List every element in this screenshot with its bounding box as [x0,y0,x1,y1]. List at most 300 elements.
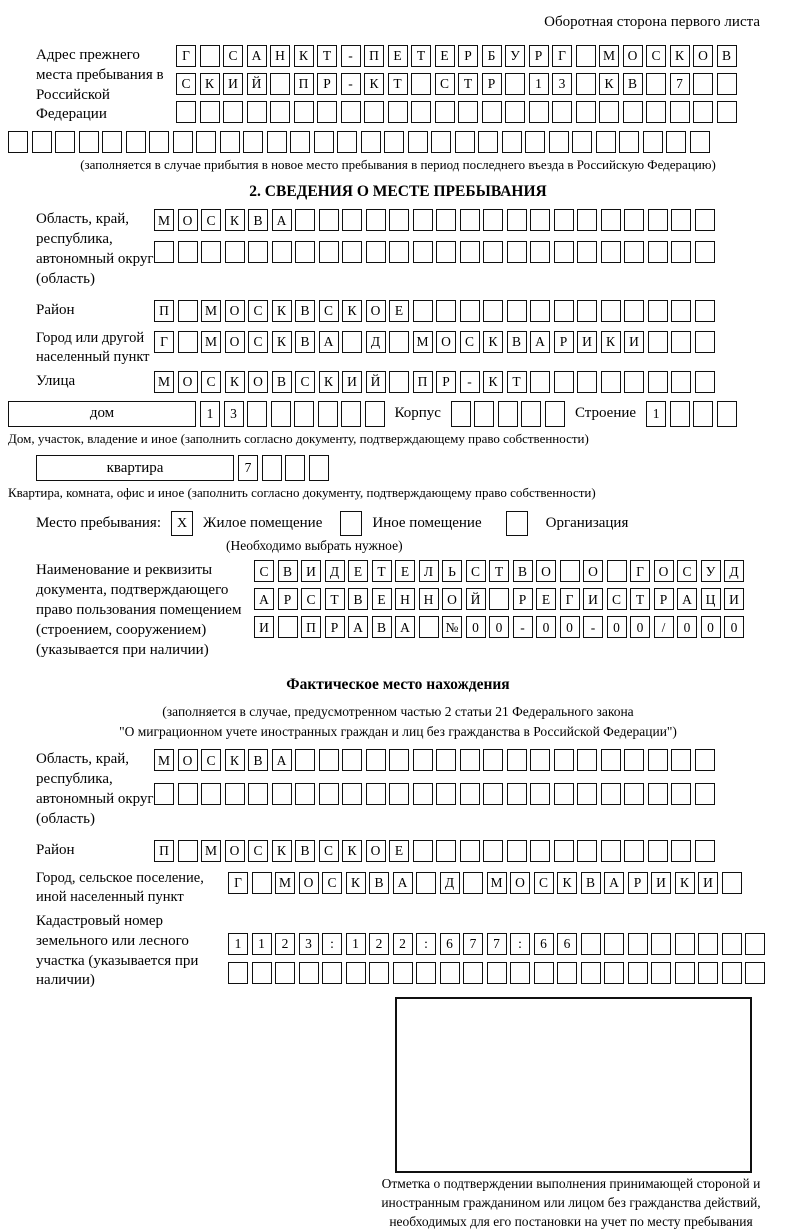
char-cell[interactable] [436,300,456,322]
char-cell[interactable]: К [225,371,245,393]
char-cell[interactable] [223,101,243,123]
char-cell[interactable]: Т [630,588,650,610]
char-cell[interactable]: Р [529,45,549,67]
char-cell[interactable] [366,209,386,231]
char-cell[interactable] [455,131,475,153]
char-cell[interactable]: 7 [238,455,258,481]
char-cell[interactable]: О [693,45,713,67]
char-cell[interactable] [745,962,765,984]
char-cell[interactable] [248,241,268,263]
factual-region-row1[interactable] [154,749,715,771]
char-cell[interactable]: А [393,872,413,894]
char-cell[interactable] [576,45,596,67]
char-cell[interactable] [389,241,409,263]
char-cell[interactable]: С [248,331,268,353]
char-cell[interactable] [554,241,574,263]
char-cell[interactable] [599,101,619,123]
char-cell[interactable] [102,131,122,153]
char-cell[interactable] [225,241,245,263]
char-cell[interactable] [671,749,691,771]
char-cell[interactable] [671,241,691,263]
char-cell[interactable] [619,131,639,153]
char-cell[interactable] [460,749,480,771]
prev-address-row3[interactable] [176,101,737,123]
char-cell[interactable]: 6 [440,933,460,955]
char-cell[interactable] [549,131,569,153]
char-cell[interactable] [675,962,695,984]
char-cell[interactable] [364,101,384,123]
char-cell[interactable] [624,209,644,231]
char-cell[interactable]: И [301,560,321,582]
char-cell[interactable] [601,371,621,393]
char-cell[interactable] [577,241,597,263]
char-cell[interactable] [341,401,361,427]
char-cell[interactable] [671,209,691,231]
char-cell[interactable]: Г [176,45,196,67]
house-type-box[interactable]: дом [8,401,196,427]
char-cell[interactable] [482,101,502,123]
char-cell[interactable]: Р [554,331,574,353]
char-cell[interactable]: Н [395,588,415,610]
char-cell[interactable] [361,131,381,153]
char-cell[interactable] [601,783,621,805]
char-cell[interactable]: - [460,371,480,393]
char-cell[interactable] [178,783,198,805]
char-cell[interactable]: С [248,840,268,862]
char-cell[interactable]: К [342,300,362,322]
char-cell[interactable]: Е [388,45,408,67]
char-cell[interactable] [695,783,715,805]
char-cell[interactable]: О [178,749,198,771]
char-cell[interactable] [534,962,554,984]
char-cell[interactable]: О [366,300,386,322]
char-cell[interactable]: К [670,45,690,67]
char-cell[interactable] [178,241,198,263]
char-cell[interactable] [267,131,287,153]
char-cell[interactable] [79,131,99,153]
char-cell[interactable] [200,101,220,123]
char-cell[interactable]: О [225,300,245,322]
char-cell[interactable] [411,101,431,123]
char-cell[interactable] [460,300,480,322]
char-cell[interactable] [295,783,315,805]
char-cell[interactable]: 0 [677,616,697,638]
char-cell[interactable]: М [154,749,174,771]
char-cell[interactable] [601,209,621,231]
char-cell[interactable]: С [435,73,455,95]
char-cell[interactable]: 0 [466,616,486,638]
char-cell[interactable]: М [275,872,295,894]
char-cell[interactable]: И [724,588,744,610]
char-cell[interactable] [525,131,545,153]
char-cell[interactable] [416,962,436,984]
document-row1[interactable] [254,560,744,582]
char-cell[interactable]: Й [366,371,386,393]
char-cell[interactable] [393,962,413,984]
char-cell[interactable]: О [299,872,319,894]
char-cell[interactable] [342,749,362,771]
char-cell[interactable]: П [301,616,321,638]
char-cell[interactable]: К [342,840,362,862]
char-cell[interactable] [577,371,597,393]
char-cell[interactable]: 0 [536,616,556,638]
char-cell[interactable] [690,131,710,153]
char-cell[interactable] [624,783,644,805]
char-cell[interactable] [648,241,668,263]
char-cell[interactable]: Е [435,45,455,67]
char-cell[interactable] [419,616,439,638]
char-cell[interactable]: К [346,872,366,894]
char-cell[interactable]: - [513,616,533,638]
char-cell[interactable]: И [583,588,603,610]
char-cell[interactable] [693,101,713,123]
char-cell[interactable]: 1 [200,401,220,427]
char-cell[interactable] [389,331,409,353]
char-cell[interactable]: О [583,560,603,582]
char-cell[interactable]: К [364,73,384,95]
char-cell[interactable] [693,401,713,427]
char-cell[interactable] [624,840,644,862]
char-cell[interactable] [648,209,668,231]
char-cell[interactable]: С [466,560,486,582]
char-cell[interactable] [530,783,550,805]
char-cell[interactable] [671,840,691,862]
char-cell[interactable]: 6 [534,933,554,955]
factual-city-row[interactable] [228,872,742,894]
organization-checkbox[interactable] [506,511,528,536]
char-cell[interactable] [498,401,518,427]
char-cell[interactable]: О [436,331,456,353]
char-cell[interactable] [178,331,198,353]
city-row[interactable] [154,331,715,353]
char-cell[interactable] [671,783,691,805]
char-cell[interactable]: И [342,371,362,393]
char-cell[interactable]: Е [372,588,392,610]
char-cell[interactable]: Т [388,73,408,95]
char-cell[interactable] [628,962,648,984]
char-cell[interactable]: 0 [724,616,744,638]
char-cell[interactable] [581,933,601,955]
char-cell[interactable] [483,749,503,771]
char-cell[interactable]: В [507,331,527,353]
char-cell[interactable] [521,401,541,427]
char-cell[interactable]: 0 [701,616,721,638]
char-cell[interactable] [411,73,431,95]
char-cell[interactable]: 6 [557,933,577,955]
char-cell[interactable] [695,241,715,263]
char-cell[interactable] [32,131,52,153]
char-cell[interactable] [648,840,668,862]
char-cell[interactable]: Р [628,872,648,894]
char-cell[interactable] [670,101,690,123]
char-cell[interactable] [505,101,525,123]
char-cell[interactable] [262,455,282,481]
char-cell[interactable] [695,300,715,322]
char-cell[interactable] [225,783,245,805]
char-cell[interactable] [388,101,408,123]
char-cell[interactable] [366,749,386,771]
char-cell[interactable] [247,401,267,427]
char-cell[interactable]: С [201,371,221,393]
char-cell[interactable] [248,783,268,805]
char-cell[interactable]: С [201,749,221,771]
char-cell[interactable] [317,101,337,123]
char-cell[interactable]: О [536,560,556,582]
char-cell[interactable] [510,962,530,984]
char-cell[interactable]: Ц [701,588,721,610]
char-cell[interactable]: С [646,45,666,67]
char-cell[interactable] [545,401,565,427]
char-cell[interactable] [648,300,668,322]
char-cell[interactable]: И [651,872,671,894]
char-cell[interactable]: Г [630,560,650,582]
char-cell[interactable] [384,131,404,153]
char-cell[interactable] [507,241,527,263]
char-cell[interactable]: С [677,560,697,582]
char-cell[interactable]: Р [325,616,345,638]
prev-address-row2[interactable] [176,73,737,95]
char-cell[interactable]: В [513,560,533,582]
char-cell[interactable] [624,749,644,771]
char-cell[interactable]: К [294,45,314,67]
char-cell[interactable] [176,101,196,123]
factual-district-row[interactable] [154,840,715,862]
char-cell[interactable]: С [534,872,554,894]
char-cell[interactable]: К [200,73,220,95]
char-cell[interactable] [554,783,574,805]
char-cell[interactable] [717,73,737,95]
char-cell[interactable]: К [225,209,245,231]
char-cell[interactable] [581,962,601,984]
residential-checkbox[interactable]: X [171,511,193,536]
char-cell[interactable] [389,783,409,805]
char-cell[interactable]: В [272,371,292,393]
char-cell[interactable] [572,131,592,153]
char-cell[interactable] [275,962,295,984]
char-cell[interactable] [601,749,621,771]
char-cell[interactable] [646,73,666,95]
char-cell[interactable]: С [460,331,480,353]
char-cell[interactable]: У [701,560,721,582]
char-cell[interactable] [698,962,718,984]
char-cell[interactable]: Л [419,560,439,582]
char-cell[interactable]: О [225,840,245,862]
char-cell[interactable] [695,749,715,771]
char-cell[interactable]: К [557,872,577,894]
char-cell[interactable]: Е [536,588,556,610]
char-cell[interactable] [252,962,272,984]
char-cell[interactable]: И [223,73,243,95]
char-cell[interactable]: А [272,209,292,231]
char-cell[interactable]: К [483,371,503,393]
char-cell[interactable] [577,300,597,322]
char-cell[interactable]: 0 [630,616,650,638]
char-cell[interactable]: К [272,840,292,862]
char-cell[interactable] [483,300,503,322]
char-cell[interactable]: С [319,840,339,862]
char-cell[interactable]: С [295,371,315,393]
char-cell[interactable] [502,131,522,153]
char-cell[interactable]: С [201,209,221,231]
char-cell[interactable]: А [530,331,550,353]
char-cell[interactable]: К [599,73,619,95]
char-cell[interactable]: А [395,616,415,638]
char-cell[interactable]: О [366,840,386,862]
char-cell[interactable] [577,783,597,805]
char-cell[interactable] [309,455,329,481]
char-cell[interactable] [460,241,480,263]
char-cell[interactable]: С [607,588,627,610]
char-cell[interactable] [272,783,292,805]
char-cell[interactable]: 7 [670,73,690,95]
char-cell[interactable] [722,872,742,894]
char-cell[interactable] [552,101,572,123]
char-cell[interactable]: 1 [252,933,272,955]
char-cell[interactable] [507,300,527,322]
char-cell[interactable]: 1 [646,401,666,427]
char-cell[interactable]: О [225,331,245,353]
char-cell[interactable] [530,749,550,771]
char-cell[interactable] [604,933,624,955]
char-cell[interactable]: Т [507,371,527,393]
char-cell[interactable] [576,101,596,123]
char-cell[interactable]: О [442,588,462,610]
char-cell[interactable] [295,749,315,771]
char-cell[interactable] [200,45,220,67]
char-cell[interactable]: П [294,73,314,95]
char-cell[interactable]: Б [482,45,502,67]
char-cell[interactable] [416,872,436,894]
char-cell[interactable] [270,101,290,123]
char-cell[interactable]: О [178,371,198,393]
char-cell[interactable] [294,101,314,123]
char-cell[interactable] [474,401,494,427]
char-cell[interactable] [554,840,574,862]
char-cell[interactable]: О [248,371,268,393]
char-cell[interactable] [389,209,409,231]
char-cell[interactable] [201,241,221,263]
char-cell[interactable] [648,783,668,805]
char-cell[interactable]: Р [513,588,533,610]
char-cell[interactable] [695,840,715,862]
char-cell[interactable]: 2 [369,933,389,955]
char-cell[interactable] [149,131,169,153]
char-cell[interactable] [154,241,174,263]
char-cell[interactable]: И [254,616,274,638]
char-cell[interactable] [478,131,498,153]
char-cell[interactable]: А [247,45,267,67]
char-cell[interactable] [530,241,550,263]
char-cell[interactable]: 3 [299,933,319,955]
char-cell[interactable] [413,241,433,263]
char-cell[interactable] [554,749,574,771]
char-cell[interactable] [366,241,386,263]
char-cell[interactable]: Г [154,331,174,353]
other-premises-checkbox[interactable] [340,511,362,536]
char-cell[interactable] [228,962,248,984]
char-cell[interactable]: 1 [346,933,366,955]
char-cell[interactable] [252,872,272,894]
char-cell[interactable] [601,840,621,862]
char-cell[interactable]: 2 [393,933,413,955]
char-cell[interactable]: У [505,45,525,67]
char-cell[interactable] [596,131,616,153]
char-cell[interactable]: А [272,749,292,771]
char-cell[interactable] [695,209,715,231]
char-cell[interactable]: 3 [224,401,244,427]
char-cell[interactable] [154,783,174,805]
char-cell[interactable] [577,749,597,771]
char-cell[interactable] [436,783,456,805]
char-cell[interactable] [695,331,715,353]
char-cell[interactable] [342,209,362,231]
apartment-number-row[interactable] [238,455,329,481]
char-cell[interactable]: Т [372,560,392,582]
prev-address-row4[interactable] [8,131,760,153]
char-cell[interactable] [557,962,577,984]
factual-region-row2[interactable] [154,783,715,805]
char-cell[interactable] [342,241,362,263]
char-cell[interactable]: В [348,588,368,610]
char-cell[interactable]: А [319,331,339,353]
char-cell[interactable] [601,241,621,263]
char-cell[interactable] [278,616,298,638]
char-cell[interactable]: П [154,300,174,322]
char-cell[interactable] [560,560,580,582]
char-cell[interactable]: П [413,371,433,393]
char-cell[interactable]: 1 [228,933,248,955]
document-row2[interactable] [254,588,744,610]
char-cell[interactable]: С [319,300,339,322]
char-cell[interactable] [507,783,527,805]
char-cell[interactable] [505,73,525,95]
char-cell[interactable] [624,300,644,322]
char-cell[interactable]: Е [389,300,409,322]
char-cell[interactable] [413,840,433,862]
char-cell[interactable]: 1 [529,73,549,95]
char-cell[interactable]: К [272,331,292,353]
char-cell[interactable]: : [322,933,342,955]
char-cell[interactable] [413,749,433,771]
char-cell[interactable]: - [583,616,603,638]
char-cell[interactable] [436,749,456,771]
char-cell[interactable]: № [442,616,462,638]
char-cell[interactable]: В [623,73,643,95]
char-cell[interactable]: Д [366,331,386,353]
char-cell[interactable]: О [178,209,198,231]
char-cell[interactable] [389,749,409,771]
char-cell[interactable]: М [154,209,174,231]
char-cell[interactable] [322,962,342,984]
char-cell[interactable]: В [248,209,268,231]
char-cell[interactable] [624,241,644,263]
char-cell[interactable] [507,749,527,771]
char-cell[interactable] [722,962,742,984]
char-cell[interactable]: Т [325,588,345,610]
char-cell[interactable] [675,933,695,955]
char-cell[interactable]: 7 [463,933,483,955]
char-cell[interactable] [624,371,644,393]
char-cell[interactable]: Й [466,588,486,610]
char-cell[interactable] [460,209,480,231]
char-cell[interactable]: С [176,73,196,95]
char-cell[interactable]: Й [247,73,267,95]
char-cell[interactable] [369,962,389,984]
char-cell[interactable]: Р [654,588,674,610]
char-cell[interactable] [487,962,507,984]
char-cell[interactable] [314,131,334,153]
char-cell[interactable] [651,933,671,955]
